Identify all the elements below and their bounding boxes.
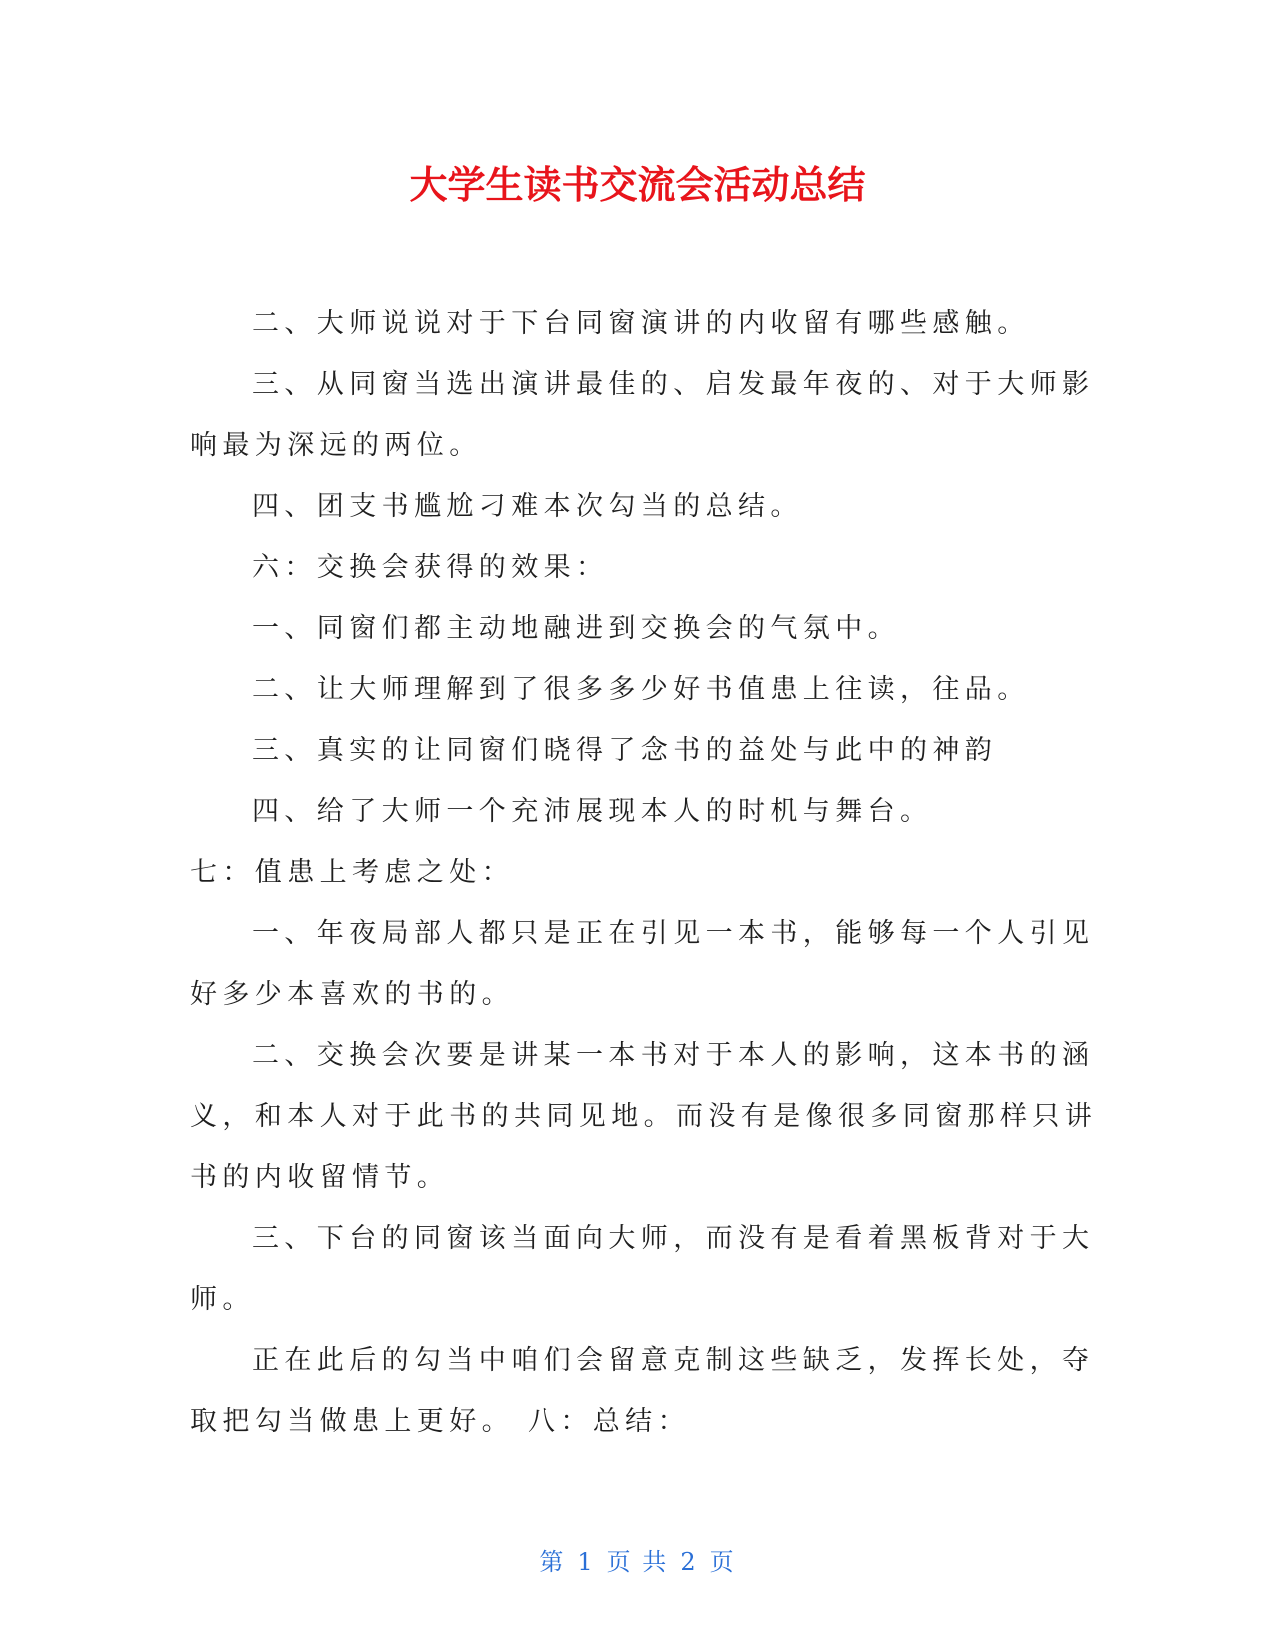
footer-middle: 页 共 — [606, 1548, 669, 1576]
body-line: 三、从同窗当选出演讲最佳的、启发最年夜的、对于大师影 — [252, 369, 1095, 400]
footer-suffix: 页 — [709, 1548, 736, 1576]
body-line: 取把勾当做患上更好。 八：总结： — [190, 1406, 690, 1437]
body-line: 二、大师说说对于下台同窗演讲的内收留有哪些感触。 — [252, 308, 1030, 339]
body-line: 三、真实的让同窗们晓得了念书的益处与此中的神韵 — [252, 735, 998, 766]
body-line: 四、给了大师一个充沛展现本人的时机与舞台。 — [252, 796, 933, 827]
body-line: 二、让大师理解到了很多多少好书值患上往读，往品。 — [252, 674, 1030, 705]
footer-prefix: 第 — [539, 1548, 566, 1576]
body-line: 响最为深远的两位。 — [190, 430, 482, 461]
body-line: 正在此后的勾当中咱们会留意克制这些缺乏，发挥长处，夺 — [252, 1345, 1095, 1376]
section-heading: 七：值患上考虑之处： — [190, 857, 514, 888]
body-line: 六：交换会获得的效果： — [252, 552, 609, 583]
body-line: 书的内收留情节。 — [190, 1162, 450, 1193]
current-page-number: 1 — [577, 1548, 595, 1576]
total-page-count: 2 — [680, 1548, 698, 1576]
body-line: 三、下台的同窗该当面向大师，而没有是看着黑板背对于大 — [252, 1223, 1095, 1254]
body-line: 义，和本人对于此书的共同见地。而没有是像很多同窗那样只讲 — [190, 1101, 1098, 1132]
body-line: 二、交换会次要是讲某一本书对于本人的影响，这本书的涵 — [252, 1040, 1095, 1071]
document-title: 大学生读书交流会活动总结 — [409, 163, 866, 207]
body-line: 师。 — [190, 1284, 255, 1315]
page-footer — [0, 1542, 1275, 1577]
body-line: 好多少本喜欢的书的。 — [190, 979, 514, 1010]
body-line: 四、团支书尴尬刁难本次勾当的总结。 — [252, 491, 803, 522]
document-body — [190, 293, 1098, 1452]
body-line: 一、同窗们都主动地融进到交换会的气氛中。 — [252, 613, 900, 644]
body-line: 一、年夜局部人都只是正在引见一本书，能够每一个人引见 — [252, 918, 1095, 949]
